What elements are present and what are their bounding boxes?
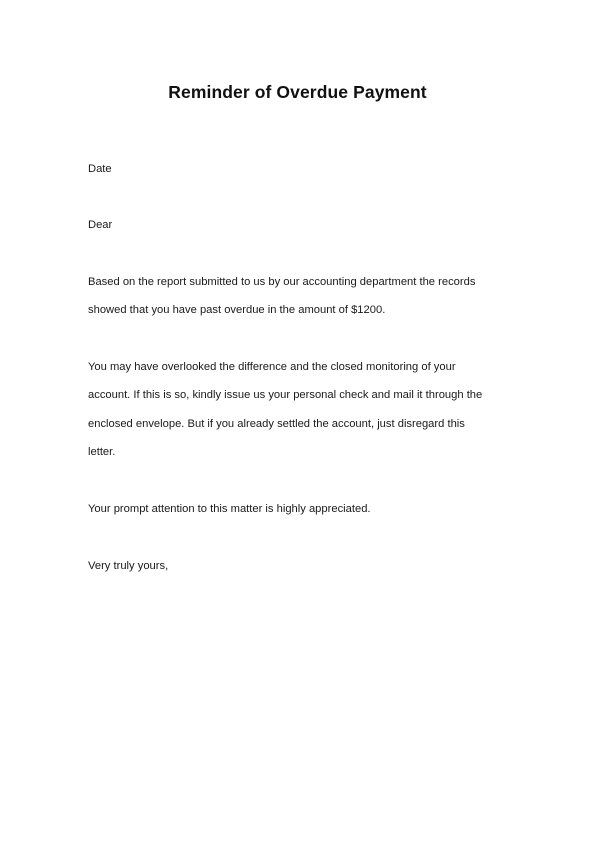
- closing: [88, 552, 518, 580]
- date-text: Date: [88, 163, 112, 175]
- paragraph-1-line-1: Based on the report submitted to us by our accounting department the records: [88, 276, 476, 288]
- paragraph-2-line-2: account. If this is so, kindly issue us your personal check and mail it through the: [88, 389, 483, 402]
- paragraph-2-line-1: You may have overlooked the difference and the closed monitoring of your: [88, 361, 456, 373]
- paragraph-1: [88, 268, 518, 325]
- paragraph-3: [88, 495, 518, 523]
- paragraph-3-line-1: Your prompt attention to this matter is highly appreciated.: [88, 503, 371, 515]
- date-label: [88, 155, 518, 183]
- salutation-text: Dear: [88, 219, 113, 231]
- paragraph-2: [88, 353, 518, 467]
- salutation: [88, 211, 518, 239]
- paragraph-2-line-3: enclosed envelope. But if you already settled the account, just disregard this: [88, 417, 465, 430]
- closing-text: Very truly yours,: [88, 560, 169, 572]
- letter-title: Reminder of Overdue Payment: [168, 82, 427, 102]
- paragraph-1-line-2: showed that you have past overdue in the amount of $1200.: [88, 304, 386, 317]
- paragraph-2-line-4: letter.: [88, 446, 116, 459]
